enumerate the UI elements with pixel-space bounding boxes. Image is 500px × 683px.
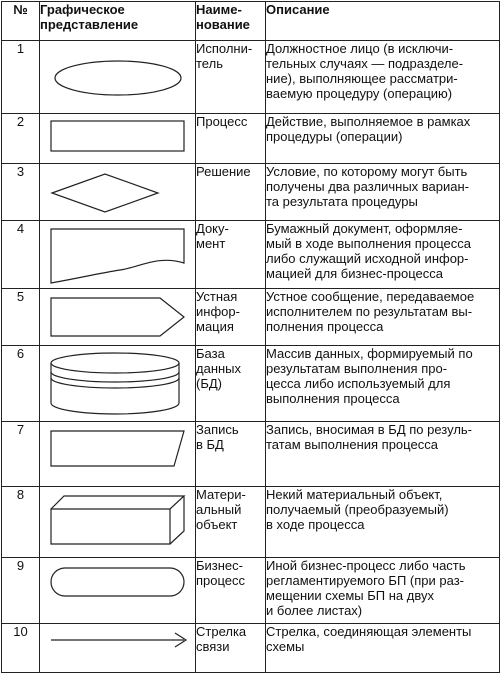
symbol-name xyxy=(196,487,266,558)
symbol-name-line: Запись xyxy=(196,422,239,437)
symbol-name-line: мент xyxy=(196,236,226,251)
symbol-name-line: альный xyxy=(196,502,242,517)
symbol-name-line: (БД) xyxy=(196,376,222,391)
symbol-description xyxy=(266,487,500,558)
symbol-description xyxy=(266,221,500,289)
symbol-name xyxy=(196,221,266,289)
description-line: Стрелка, соединяющая элементы xyxy=(266,624,472,639)
symbol-name-line: мация xyxy=(196,319,234,334)
description-line: схемы xyxy=(266,639,305,654)
row-number: 7 xyxy=(2,422,40,487)
description-line: Некий материальный объект, xyxy=(266,487,443,502)
symbol-name-line: Бизнес- xyxy=(196,558,243,573)
description-line: та результата процедуры xyxy=(266,194,418,209)
symbol-name-line: объект xyxy=(196,517,238,532)
table-row xyxy=(2,114,500,164)
description-line: мещении схемы БП на двух xyxy=(266,588,434,603)
symbol-name-line: данных xyxy=(196,361,242,376)
table-row xyxy=(2,487,500,558)
symbol-name xyxy=(196,624,266,673)
row-number: 9 xyxy=(2,558,40,624)
row-number: 4 xyxy=(2,221,40,289)
description-line: результатам выполнения про- xyxy=(266,361,448,376)
symbol-name-line: Матери- xyxy=(196,487,246,502)
graphic-cell xyxy=(40,114,196,164)
description-line: Должностное лицо (в исключи- xyxy=(266,41,454,56)
symbol-name xyxy=(196,422,266,487)
table-header-row xyxy=(2,2,500,41)
stadium-shape xyxy=(40,558,196,624)
description-line: и более листах) xyxy=(266,603,363,618)
symbol-description xyxy=(266,41,500,114)
table-row xyxy=(2,624,500,673)
symbol-name-line: инфор- xyxy=(196,304,240,319)
description-line: получаемый (преобразуемый) xyxy=(266,502,449,517)
symbol-description xyxy=(266,114,500,164)
graphic-cell xyxy=(40,221,196,289)
description-line: ваемую процедуру (операцию) xyxy=(266,86,453,101)
symbol-name-line: Процесс xyxy=(196,114,248,129)
header-num: № xyxy=(2,2,40,41)
symbol-description xyxy=(266,164,500,221)
row-number: 2 xyxy=(2,114,40,164)
document-shape xyxy=(40,221,196,289)
rectangle-shape xyxy=(40,114,196,164)
header-description: Описание xyxy=(266,2,500,41)
symbol-name-line: связи xyxy=(196,639,230,654)
description-line: Действие, выполняемое в рамках xyxy=(266,114,471,129)
description-line: мацией для бизнес-процесса xyxy=(266,266,443,281)
row-number: 6 xyxy=(2,346,40,422)
symbol-name-line: Устная xyxy=(196,289,238,304)
header-graphic-line: представление xyxy=(40,17,139,32)
header-name-line: нование xyxy=(196,17,250,32)
symbol-name-line: Доку- xyxy=(196,221,229,236)
graphic-cell xyxy=(40,422,196,487)
graphic-cell xyxy=(40,164,196,221)
symbol-name xyxy=(196,289,266,346)
header-graphic xyxy=(40,2,196,41)
symbol-name-line: в БД xyxy=(196,437,224,452)
ellipse-shape xyxy=(40,41,196,114)
symbol-description xyxy=(266,624,500,673)
description-line: Бумажный документ, оформляе- xyxy=(266,221,463,236)
description-line: мый в ходе выполнения процесса xyxy=(266,236,471,251)
graphic-cell xyxy=(40,289,196,346)
row-number: 5 xyxy=(2,289,40,346)
table-row xyxy=(2,558,500,624)
symbol-description xyxy=(266,558,500,624)
row-number: 1 xyxy=(2,41,40,114)
description-line: полнения процесса xyxy=(266,319,384,334)
trapezoid-shape xyxy=(40,422,196,487)
header-name-line: Наиме- xyxy=(196,2,242,17)
description-line: цесса либо используемый для xyxy=(266,376,451,391)
graphic-cell xyxy=(40,346,196,422)
description-line: либо служащий исходной инфор- xyxy=(266,251,469,266)
symbol-name-line: Исполни- xyxy=(196,41,253,56)
symbol-description xyxy=(266,346,500,422)
description-line: исполнителем по результатам вы- xyxy=(266,304,473,319)
symbol-name xyxy=(196,114,266,164)
table-row xyxy=(2,289,500,346)
description-line: татам выполнения процесса xyxy=(266,437,438,452)
table-row xyxy=(2,164,500,221)
pentagon-arrow-shape xyxy=(40,289,196,346)
symbol-name-line: Стрелка xyxy=(196,624,247,639)
graphic-cell xyxy=(40,487,196,558)
description-line: в ходе процесса xyxy=(266,517,365,532)
symbols-table xyxy=(1,1,500,673)
row-number: 10 xyxy=(2,624,40,673)
graphic-cell xyxy=(40,624,196,673)
symbol-name-line: тель xyxy=(196,56,223,71)
description-line: процедуры (операции) xyxy=(266,129,403,144)
table-row xyxy=(2,41,500,114)
symbol-name xyxy=(196,558,266,624)
description-line: Массив данных, формируемый по xyxy=(266,346,473,361)
symbol-name xyxy=(196,164,266,221)
description-line: Устное сообщение, передаваемое xyxy=(266,289,475,304)
description-line: получены два различных вариан- xyxy=(266,179,469,194)
symbol-name xyxy=(196,41,266,114)
header-name xyxy=(196,2,266,41)
description-line: Запись, вносимая в БД по резуль- xyxy=(266,422,473,437)
symbol-name-line: процесс xyxy=(196,573,246,588)
description-line: Условие, по которому могут быть xyxy=(266,164,468,179)
row-number: 8 xyxy=(2,487,40,558)
description-line: выполнения процесса xyxy=(266,391,400,406)
description-line: регламентируемого БП (при раз- xyxy=(266,573,464,588)
description-line: ние), выполняющее рассматри- xyxy=(266,71,458,86)
box-3d-shape xyxy=(40,487,196,558)
header-graphic-line: Графическое xyxy=(40,2,125,17)
table-row xyxy=(2,422,500,487)
diamond-shape xyxy=(40,164,196,221)
graphic-cell xyxy=(40,558,196,624)
symbol-description xyxy=(266,422,500,487)
table-row xyxy=(2,221,500,289)
row-number: 3 xyxy=(2,164,40,221)
symbol-name-line: Решение xyxy=(196,164,251,179)
symbol-name xyxy=(196,346,266,422)
description-line: тельных случаях — подразделе- xyxy=(266,56,464,71)
symbol-name-line: База xyxy=(196,346,225,361)
graphic-cell xyxy=(40,41,196,114)
table-row xyxy=(2,346,500,422)
arrow-shape xyxy=(40,624,196,673)
symbol-description xyxy=(266,289,500,346)
database-shape xyxy=(40,346,196,422)
description-line: Иной бизнес-процесс либо часть xyxy=(266,558,466,573)
table-body xyxy=(2,41,500,673)
